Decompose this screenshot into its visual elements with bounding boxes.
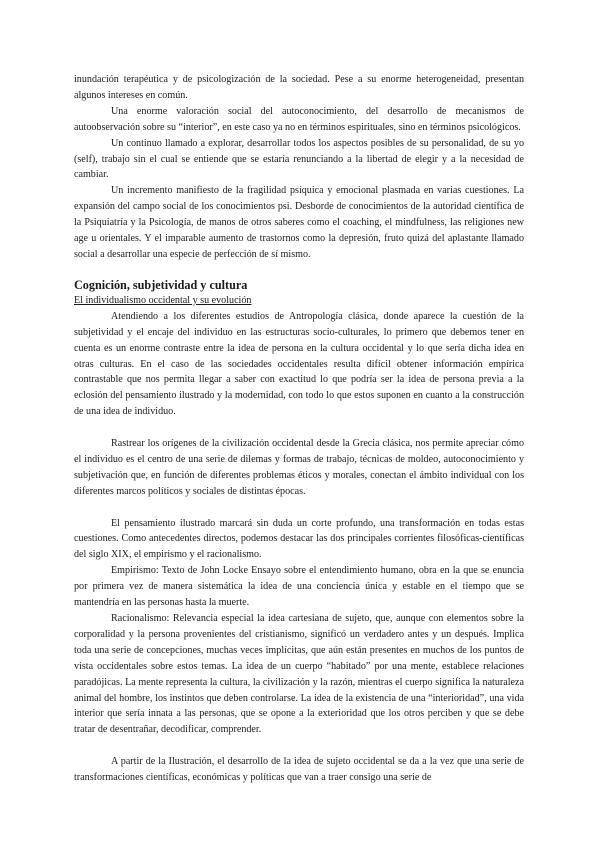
paragraph: Rastrear los orígenes de la civilización occidental desde la Grecia clásica, nos permite apreciar cómo el individuo es el centro de una serie de dilemas y formas de trabajo, técnicas de moldeo, autoconocimiento y subjetivación que, en función de diferentes problemas éticos y morales, conectan el ámbito individual con los diferentes marcos políticos y sociales de distintas épocas.	[74, 438, 524, 497]
paragraph: Un continuo llamado a explorar, desarrollar todos los aspectos posibles de su personalidad, de su yo (self), trabajo sin el cual se entiende que se estaría renunciando a la libertad de elegir y a la necesidad de cambiar.	[74, 137, 524, 181]
paragraph: Racionalismo: Relevancia especial la idea cartesiana de sujeto, que, aunque con elementos sobre la corporalidad y la persona provenientes del cristianismo, significó un verdadero antes y un después. Implica toda una serie de concepciones, muchas veces implícitas, que aún están presentes en muchos de los puntos de vista occidentales sobre estos temas. La idea de un cuerpo “habitado” por una mente, establece relaciones paradójicas. La mente representa la cultura, la civilización y la razón, mientras el cuerpo significa la naturaleza animal del hombre, los instintos que deben controlarse. La idea de la existencia de una “interioridad”, una vida interior que sería innata a las personas, que se opone a la exterioridad que los otros perciben y que se debe tratar de desentrañar, decodificar, comprender.	[74, 612, 524, 736]
paragraph: El pensamiento ilustrado marcará sin duda un corte profundo, una transformación en todas estas cuestiones. Como antecedentes directos, podemos destacar las dos principales corrientes filosóficas-científicas del siglo XIX, el empirismo y el racionalismo.	[74, 517, 524, 561]
paragraph: A partir de la Ilustración, el desarrollo de la idea de sujeto occidental se da a la vez que una serie de transformaciones científicas, económicas y políticas que van a traer consigo una serie de	[74, 756, 524, 784]
document-body	[74, 72, 524, 786]
paragraph: Atendiendo a los diferentes estudios de Antropología clásica, donde aparece la cuestión de la subjetividad y el encaje del individuo en las estructuras socio-culturales, lo primero que debemos tener en cuenta es un enorme contraste entre la idea de persona en la cultura occidental y lo que sería dicha idea en otras culturas. En el caso de las sociedades occidentales resulta difícil obtener información empírica contrastable que nos permita llegar a saber con exactitud lo que podría ser la idea de persona previa a la eclosión del pensamiento ilustrado y la modernidad, con todo lo que estos suponen en cuanto a la construcción de una idea de individuo.	[74, 310, 524, 418]
section-title: Cognición, subjetividad y cultura	[74, 277, 248, 292]
paragraph: Un incremento manifiesto de la fragilidad psíquica y emocional plasmada en varias cuestiones. La expansión del campo social de los conocimientos psi. Desborde de conocimientos de la autoridad científica de la Psiquiatría y la Psicología, de manos de otros saberes como el coaching, el mindfulness, las religiones new age u orientales. Y el imparable aumento de trastornos como la depresión, fruto quizá del aplastante llamado social a desarrollar una especie de perfección de sí mismo.	[74, 185, 524, 260]
section-subtitle: El individualismo occidental y su evolución	[74, 294, 252, 306]
paragraph: inundación terapéutica y de psicologización de la sociedad. Pese a su enorme heterogeneidad, presentan algunos intereses en común.	[74, 74, 524, 101]
paragraph: Empirismo: Texto de John Locke Ensayo sobre el entendimiento humano, obra en la que se enuncia por primera vez de manera sistemática la idea de una conciencia única y estable en el tiempo que se mantendría en las personas hasta la muerte.	[74, 565, 524, 609]
paragraph: Una enorme valoración social del autoconocimiento, del desarrollo de mecanismos de autoobservación sobre su “interior”, en este caso ya no en términos espirituales, sino en términos psicológicos.	[74, 105, 524, 133]
